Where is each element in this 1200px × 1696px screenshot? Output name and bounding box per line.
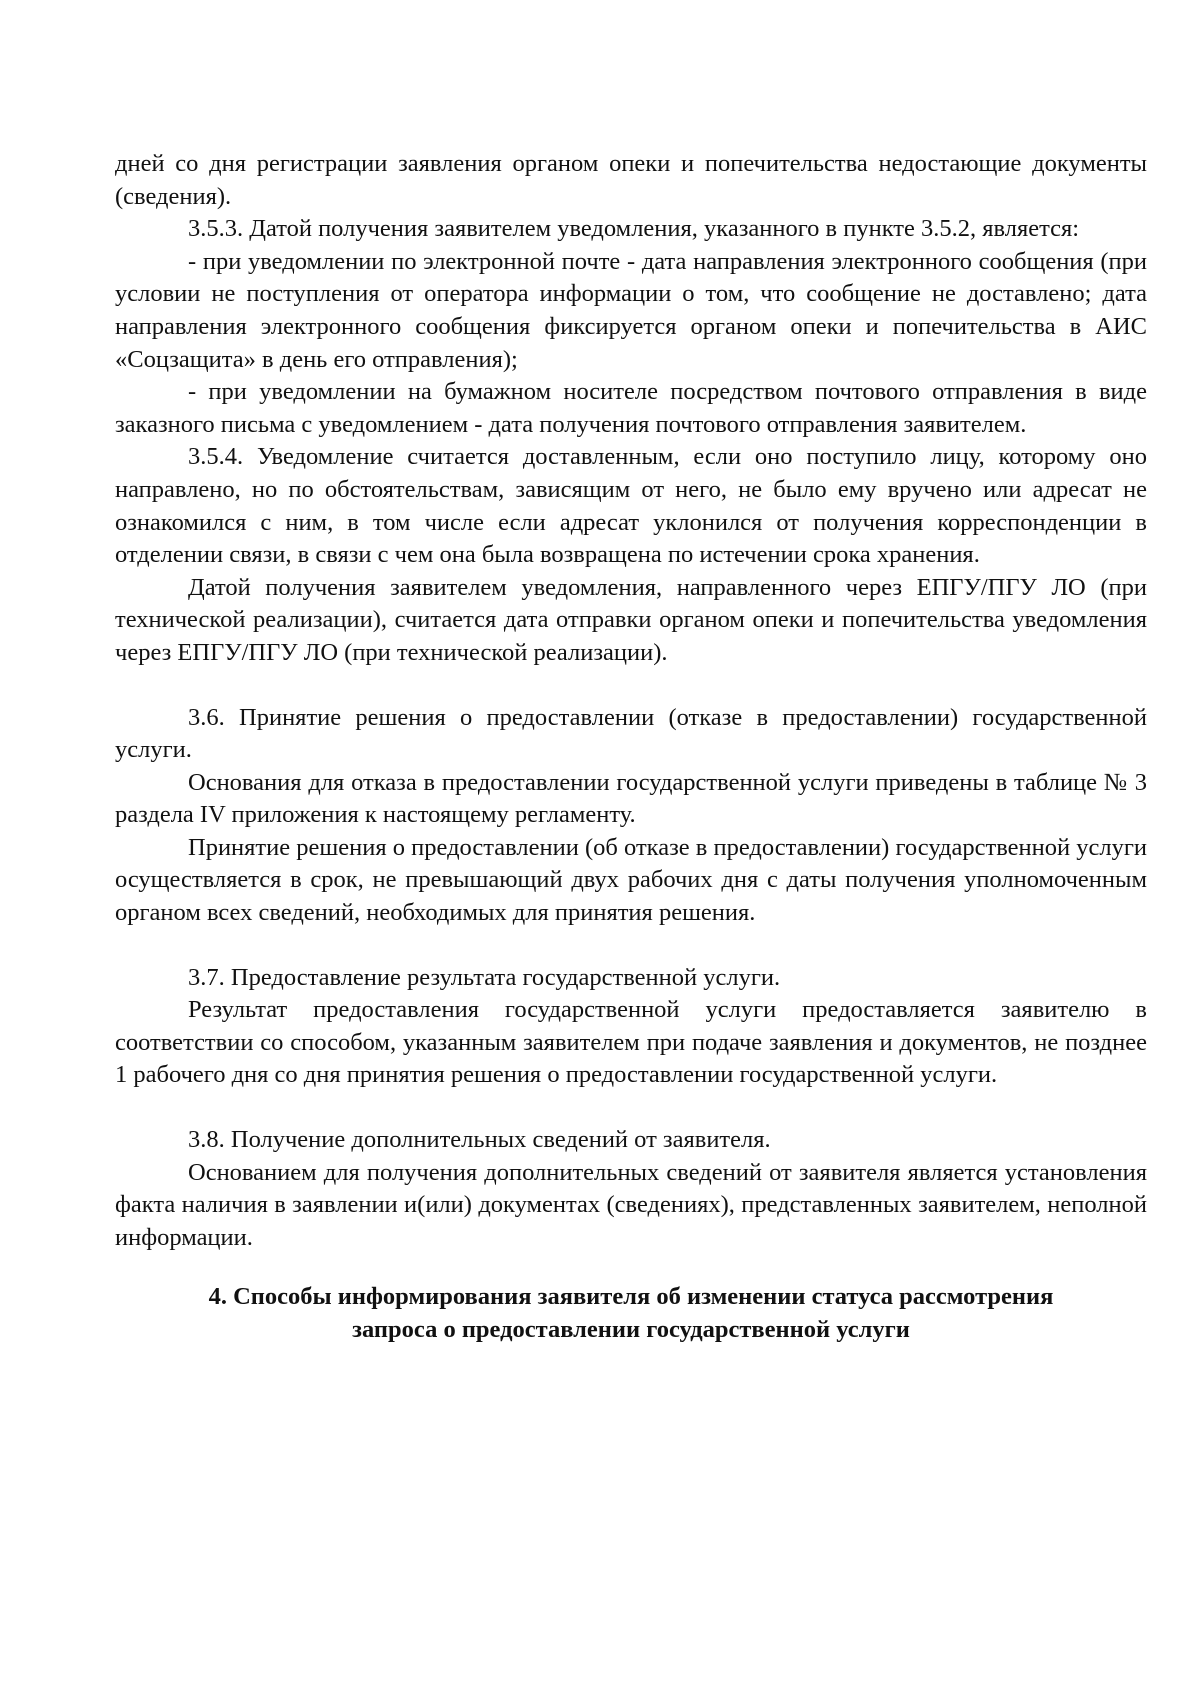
document-page [115,148,1147,1346]
paragraph-3-5-4: 3.5.4. Уведомление считается доставленным, если оно поступило лицу, которому оно направлено, но по обстоятельствам, зависящим от него, не было ему вручено или адресат не ознакомился с ним, в том числе если адресат уклонился от получения корреспонденции в отделении связи, в связи с чем она была возвращена по истечении срока хранения. [115,443,1147,569]
paragraph-3-5-3: 3.5.3. Датой получения заявителем уведомления, указанного в пункте 3.5.2, является: [188,215,1080,243]
paragraph-continuation: дней со дня регистрации заявления органом опеки и попечительства недостающие документы (сведения). [115,150,1147,210]
paragraph-3-6: 3.6. Принятие решения о предоставлении (отказе в предоставлении) государственной услуги. [115,703,1147,764]
paragraph-result-delivery: Результат предоставления государственной услуги предоставляется заявителю в соответствии со способом, указанным заявителем при подаче заявления и документов, не позднее 1 рабочего дня со дня принятия решения о предоставлении государственной услуги. [115,996,1147,1089]
section-gap [115,930,1147,962]
paragraph-decision-term: Принятие решения о предоставлении (об отказе в предоставлении) государственной услуги осуществляется в срок, не превышающий двух рабочих дня с даты получения уполномоченным органом всех сведений, необходимых для принятия решения. [115,833,1147,927]
paragraph-3-8: 3.8. Получение дополнительных сведений от заявителя. [188,1126,771,1154]
paragraph-paper-notification: - при уведомлении на бумажном носителе посредством почтового отправления в виде заказного письма с уведомлением - дата получения почтового отправления заявителем. [115,378,1147,438]
section-4-heading-line1: 4. Способы информирования заявителя об изменении статуса рассмотрения [208,1283,1054,1311]
paragraph-epgu-notification: Датой получения заявителем уведомления, направленного через ЕПГУ/ПГУ ЛО (при технической реализации), считается дата отправки органом опеки и попечительства уведомления через ЕПГУ/ПГУ ЛО (при технической реализации). [115,573,1147,666]
section-gap [115,670,1147,702]
paragraph-email-notification: - при уведомлении по электронной почте - дата направления электронного сообщения (при условии не поступления от оператора информации о том, что сообщение не доставлено; дата направления электронного сообщения фиксируется органом опеки и попечительства в АИС «Соцзащита» в день его отправления); [115,247,1147,373]
paragraph-3-7: 3.7. Предоставление результата государственной услуги. [188,963,781,991]
section-4-heading [115,1280,1147,1346]
paragraph-refusal-grounds: Основания для отказа в предоставлении государственной услуги приведены в таблице № 3 раздела IV приложения к настоящему регламенту. [115,768,1147,829]
paragraph-additional-info: Основанием для получения дополнительных сведений от заявителя является установления факта наличия в заявлении и(или) документах (сведениях), представленных заявителем, неполной информации. [115,1158,1147,1251]
section-4-heading-line2: запроса о предоставлении государственной услуги [352,1316,910,1344]
section-gap [115,1092,1147,1124]
